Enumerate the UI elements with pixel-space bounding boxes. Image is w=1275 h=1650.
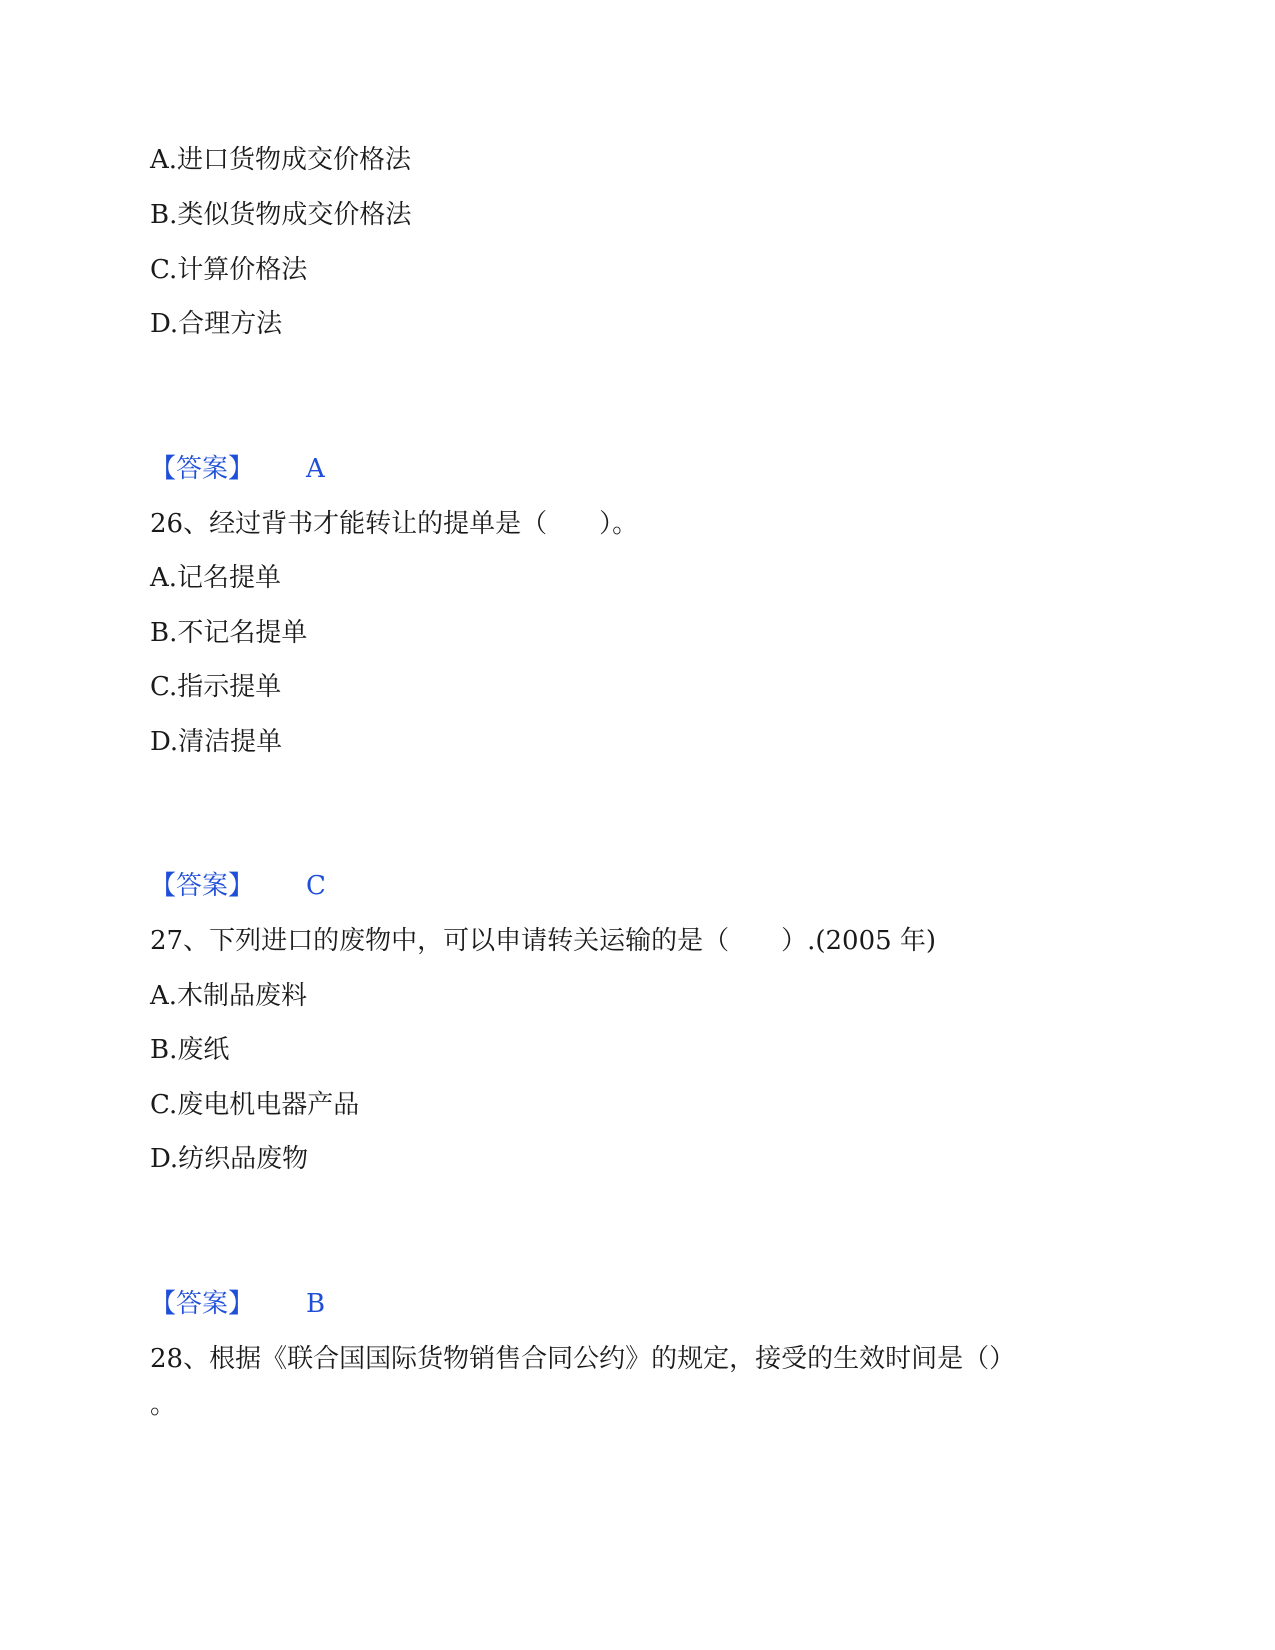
q25-option-a: A.进口货物成交价格法 <box>150 145 412 175</box>
answer-value: A <box>306 454 325 484</box>
q27-option-a: A.木制品废料 <box>150 981 308 1011</box>
q25-option-b: B.类似货物成交价格法 <box>150 200 412 230</box>
q27-question: 27、下列进口的废物中，可以申请转关运输的是（ ）.(2005 年) <box>150 926 937 956</box>
q28-question: 28、根据《联合国国际货物销售合同公约》的规定，接受的生效时间是（） <box>150 1344 1016 1374</box>
answer-label: 【答案】 <box>150 1289 255 1319</box>
q25-option-c: C.计算价格法 <box>150 255 308 285</box>
q26-option-a: A.记名提单 <box>150 563 282 593</box>
q27-option-c: C.废电机电器产品 <box>150 1090 360 1120</box>
answer-value: B <box>306 1289 326 1319</box>
answer-value: C <box>306 871 326 901</box>
q27-answer <box>150 1287 325 1321</box>
q26-question: 26、经过背书才能转让的提单是（ ）。 <box>150 509 639 539</box>
q27-option-b: B.废纸 <box>150 1035 230 1065</box>
q25-answer <box>150 452 325 486</box>
answer-label: 【答案】 <box>150 454 255 484</box>
q26-option-c: C.指示提单 <box>150 672 282 702</box>
q27-option-d: D.纺织品废物 <box>150 1144 309 1174</box>
q28-question-continuation: 。 <box>150 1390 177 1420</box>
q26-option-b: B.不记名提单 <box>150 618 308 648</box>
answer-label: 【答案】 <box>150 871 255 901</box>
q26-option-d: D.清洁提单 <box>150 727 283 757</box>
q26-answer <box>150 869 326 903</box>
q25-option-d: D.合理方法 <box>150 309 283 339</box>
